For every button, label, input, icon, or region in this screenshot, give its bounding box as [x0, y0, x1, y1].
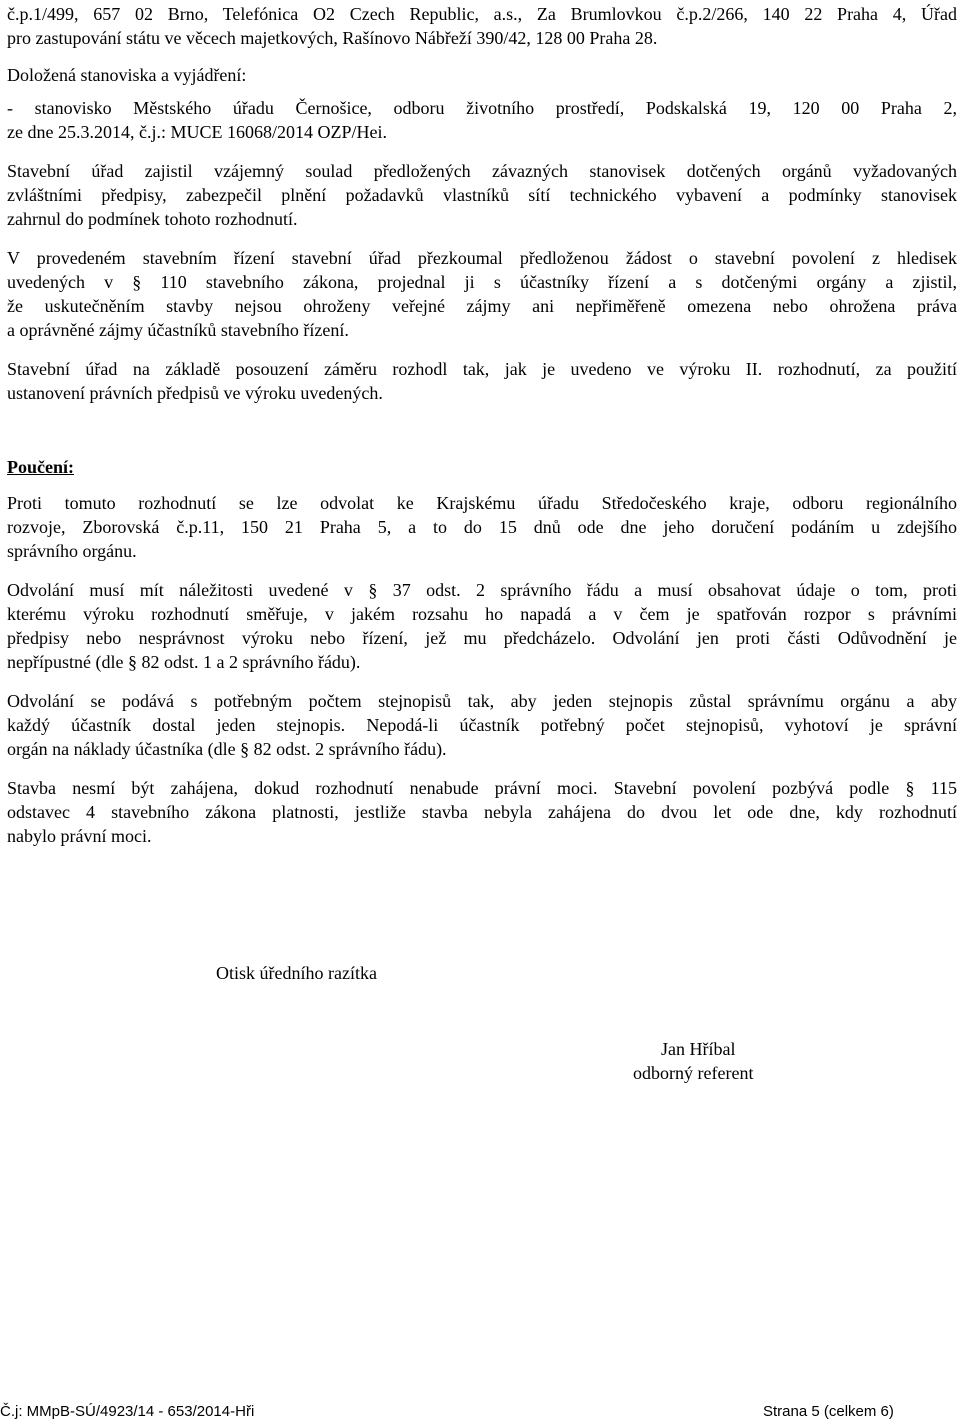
signature-role: odborný referent	[633, 1063, 754, 1083]
para6-line-3: orgán na náklady účastníka (dle § 82 odst. 2 správního řádu).	[7, 739, 447, 759]
para5-line-4: nepřípustné (dle § 82 odst. 1 a 2 správního řádu).	[7, 652, 361, 672]
para1-line-3: zahrnul do podmínek tohoto rozhodnutí.	[7, 209, 298, 229]
footer-reference: Č.j: MMpB-SÚ/4923/14 - 653/2014-Hři	[0, 1403, 255, 1420]
para7-line-2: odstavec 4 stavebního zákona platnosti, jestliže stavba nebyla zahájena do dvou let ode dne, kdy rozhodnutí	[7, 802, 957, 822]
para2-line-1: V provedeném stavebním řízení stavební úřad přezkoumal předloženou žádost o stavební povolení z hledisek	[7, 248, 957, 268]
para3-line-1: Stavební úřad na základě posouzení záměru rozhodl tak, jak je uvedeno ve výroku II. rozhodnutí, za použití	[7, 359, 957, 379]
signature-name: Jan Hříbal	[661, 1039, 736, 1059]
para6-line-2: každý účastník dostal jeden stejnopis. Nepodá-li účastník potřebný počet stejnopisů, vyhotoví je správní	[7, 715, 957, 735]
documents-heading: Doložená stanoviska a vyjádření:	[7, 65, 247, 85]
para6-line-1: Odvolání se podává s potřebným počtem stejnopisů tak, aby jeden stejnopis zůstal správnímu orgánu a aby	[7, 691, 957, 711]
para2-line-2: uvedených v § 110 stavebního zákona, projednal ji s účastníky řízení a s dotčenými orgány a zjistil,	[7, 272, 957, 292]
footer-page-number: Strana 5 (celkem 6)	[763, 1403, 894, 1420]
para1-line-2: zvláštními předpisy, zabezpečil plnění požadavků vlastníků sítí technického vybavení a podmínky stanovisek	[7, 185, 957, 205]
para4-line-3: správního orgánu.	[7, 541, 137, 561]
para7-line-1: Stavba nesmí být zahájena, dokud rozhodnutí nenabude právní moci. Stavební povolení pozbývá podle § 115	[7, 778, 957, 798]
top-line-2: pro zastupování státu ve věcech majetkových, Rašínovo Nábřeží 390/42, 128 00 Praha 28.	[7, 28, 658, 48]
instruction-heading: Poučení:	[7, 457, 74, 477]
top-line-5: ze dne 25.3.2014, č.j.: MUCE 16068/2014 OZP/Hei.	[7, 122, 387, 142]
para5-line-2: kterému výroku rozhodnutí směřuje, v jakém rozsahu ho napadá a v čem je spatřován rozpor s právními	[7, 604, 957, 624]
top-line-1: č.p.1/499, 657 02 Brno, Telefónica O2 Czech Republic, a.s., Za Brumlovkou č.p.2/266, 140 22 Praha 4, Úřad	[7, 4, 957, 24]
para2-line-3: že uskutečněním stavby nejsou ohroženy veřejné zájmy ani nepřiměřeně omezena nebo ohrožena práva	[7, 296, 957, 316]
para4-line-1: Proti tomuto rozhodnutí se lze odvolat ke Krajskému úřadu Středočeského kraje, odboru regionálního	[7, 493, 957, 513]
para5-line-1: Odvolání musí mít náležitosti uvedené v § 37 odst. 2 správního řádu a musí obsahovat údaje o tom, proti	[7, 580, 957, 600]
para1-line-1: Stavební úřad zajistil vzájemný soulad předložených závazných stanovisek dotčených orgánů vyžadovaných	[7, 161, 957, 181]
para3-line-2: ustanovení právních předpisů ve výroku uvedených.	[7, 383, 383, 403]
para4-line-2: rozvoje, Zborovská č.p.11, 150 21 Praha 5, a to do 15 dnů ode dne jeho doručení podáním u zdejšího	[7, 517, 957, 537]
para5-line-3: předpisy nebo nesprávnost výroku nebo řízení, jež mu předcházelo. Odvolání jen proti části Odůvodnění je	[7, 628, 957, 648]
para7-line-3: nabylo právní moci.	[7, 826, 152, 846]
stamp-label: Otisk úředního razítka	[216, 963, 377, 983]
top-line-4: - stanovisko Městského úřadu Černošice, odboru životního prostředí, Podskalská 19, 120 00 Praha 2,	[7, 98, 957, 118]
para2-line-4: a oprávněné zájmy účastníků stavebního řízení.	[7, 320, 349, 340]
